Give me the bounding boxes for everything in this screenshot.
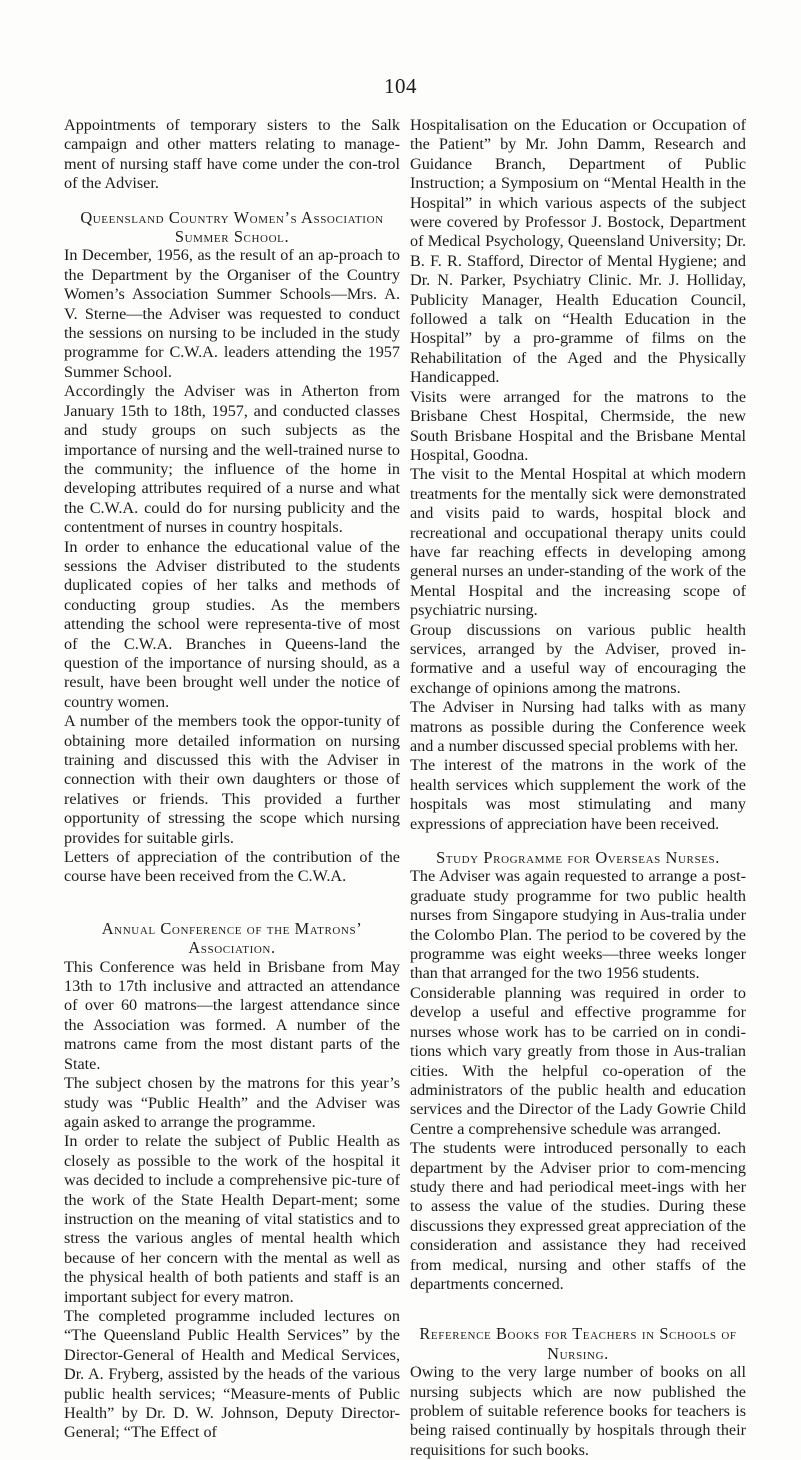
heading-line: Reference Books for Teachers in Schools of [419, 1324, 737, 1344]
heading-line: Queensland Country Women’s Association [80, 207, 384, 227]
heading-line: Association. [188, 938, 276, 958]
paragraph: Considerable planning was required in order to develop a useful and effective programme for nurses whose work has to be carried on in condi-tions which vary greatly from those in Aus-tralian cities. With the helpful co-operation of the administrators of the public health and education services and the Director of the Lady Gowrie Child Centre a comprehensive schedule was arranged. [410, 983, 746, 1138]
paragraph: The visit to the Mental Hospital at which modern treatments for the mentally sick were demonstrated and visits paid to wards, hospital block and recreational and occupational therapy units could have far reaching effects in developing among general nurses an under-standing of the work of the Mental Hospital and the increasing scope of psychiatric nursing. [410, 465, 746, 620]
paragraph: In order to enhance the educational value of the sessions the Adviser distributed to the students duplicated copies of her talks and methods of conducting group studies. As the members attending the school were representa-tive of most of the C.W.A. Branches in Queens-land the question of the importance of nursing should, as a result, have been brought well under the notice of country women. [64, 537, 400, 711]
paragraph: In December, 1956, as the result of an ap-proach to the Department by the Organiser of the Country Women’s Association Summer Schools—Mrs. A. V. Sterne—the Adviser was requested to conduct the sessions on nursing to be included in the study programme for C.W.A. leaders attending the 1957 Summer School. [64, 246, 400, 381]
right-column [410, 116, 746, 1460]
heading-line: Annual Conference of the Matrons’ [101, 918, 363, 938]
paragraph: The Adviser was again requested to arrange a post-graduate study programme for two public health nurses from Singapore studying in Aus-tralia under the Colombo Plan. The period to be covered by the programme was eight weeks—three weeks longer than that arranged for the two 1956 students. [410, 867, 746, 983]
section-heading-overseas-nurses [410, 848, 746, 867]
heading-line: Nursing. [547, 1343, 609, 1363]
left-column [64, 116, 400, 1443]
paragraph: Accordingly the Adviser was in Atherton from January 15th to 18th, 1957, and conducted classes and study groups on such subjects as the importance of nursing and the well-trained nurse to the community; the influence of the home in developing attributes required of a nurse and what the C.W.A. could do for nursing publicity and the contentment of nurses in country hospitals. [64, 382, 400, 537]
paragraph: Visits were arranged for the matrons to the Brisbane Chest Hospital, Chermside, the new South Brisbane Hospital and the Brisbane Mental Hospital, Goodna. [410, 387, 746, 464]
heading-line: Study Programme for Overseas Nurses. [436, 848, 720, 868]
intro-paragraph: Appointments of temporary sisters to the Salk campaign and other matters relating to manage-ment of nursing staff have come under the con-trol of the Adviser. [64, 116, 400, 193]
section-heading-reference-books [410, 1324, 746, 1363]
paragraph: Hospitalisation on the Education or Occupation of the Patient” by Mr. John Damm, Research and Guidance Branch, Department of Public Instruction; a Symposium on “Mental Health in the Hospital” in which various aspects of the subject were covered by Professor J. Bostock, Department of Medical Psychology, Queensland University; Dr. B. F. R. Stafford, Director of Mental Hygiene; and Dr. N. Parker, Psychiatry Clinic. Mr. J. Holliday, Publicity Manager, Health Education Council, followed a talk on “Health Education in the Hospital” by a pro-gramme of films on the Rehabilitation of the Aged and the Physically Handicapped. [410, 116, 746, 387]
section-heading-matrons-conference [64, 919, 400, 958]
paragraph: Group discussions on various public health services, arranged by the Adviser, proved in-formative and a useful way of encouraging the exchange of opinions among the matrons. [410, 620, 746, 697]
paragraph: This Conference was held in Brisbane from May 13th to 17th inclusive and attracted an attendance of over 60 matrons—the largest attendance since the Association was formed. A number of the matrons came from the most distant parts of the State. [64, 957, 400, 1073]
page-number: 104 [384, 74, 417, 98]
paragraph: The students were introduced personally to each department by the Adviser prior to com-mencing study there and had periodical meet-ings with her to assess the value of the studies. During these discussions they expressed great appreciation of the consideration and assistance they had received from medical, nursing and other staffs of the departments concerned. [410, 1139, 746, 1293]
paragraph: A number of the members took the oppor-tunity of obtaining more detailed information on nursing training and discussed this with the Adviser in connection with their own daughters or those of relatives or friends. This provided a further opportunity of stressing the scope which nursing provides for suitable girls. [64, 712, 400, 847]
paragraph: In order to relate the subject of Public Health as closely as possible to the work of the hospital it was decided to include a comprehensive pic-ture of the work of the State Health Depart-ment; some instruction on the meaning of vital statistics and to stress the various angles of mental health which because of her concern with the mental as well as the physical health of both patients and staff is an important subject for every matron. [64, 1132, 400, 1306]
paragraph: The interest of the matrons in the work of the health services which supplement the work of the hospitals was most stimulating and many expressions of appreciation have been received. [410, 756, 746, 833]
heading-line: Summer School. [174, 227, 290, 247]
paragraph: Owing to the very large number of books on all nursing subjects which are now published the problem of suitable reference books for teachers is being raised continually by hospitals through their requisitions for such books. [410, 1363, 746, 1459]
paragraph: Letters of appreciation of the contribution of the course have been received from the C.W.A. [64, 848, 400, 886]
paragraph: The subject chosen by the matrons for this year’s study was “Public Health” and the Adviser was again asked to arrange the programme. [64, 1074, 400, 1131]
paragraph: The Adviser in Nursing had talks with as many matrons as possible during the Conference week and a number discussed special problems with her. [410, 698, 746, 755]
section-heading-cwa-summer-school [64, 208, 400, 247]
paragraph: The completed programme included lectures on “The Queensland Public Health Services” by the Director-General of Health and Medical Services, Dr. A. Fryberg, assisted by the heads of the various public health services; “Measure-ments of Public Health” by Dr. D. W. Johnson, Deputy Director-General; “The Effect of [64, 1306, 400, 1442]
